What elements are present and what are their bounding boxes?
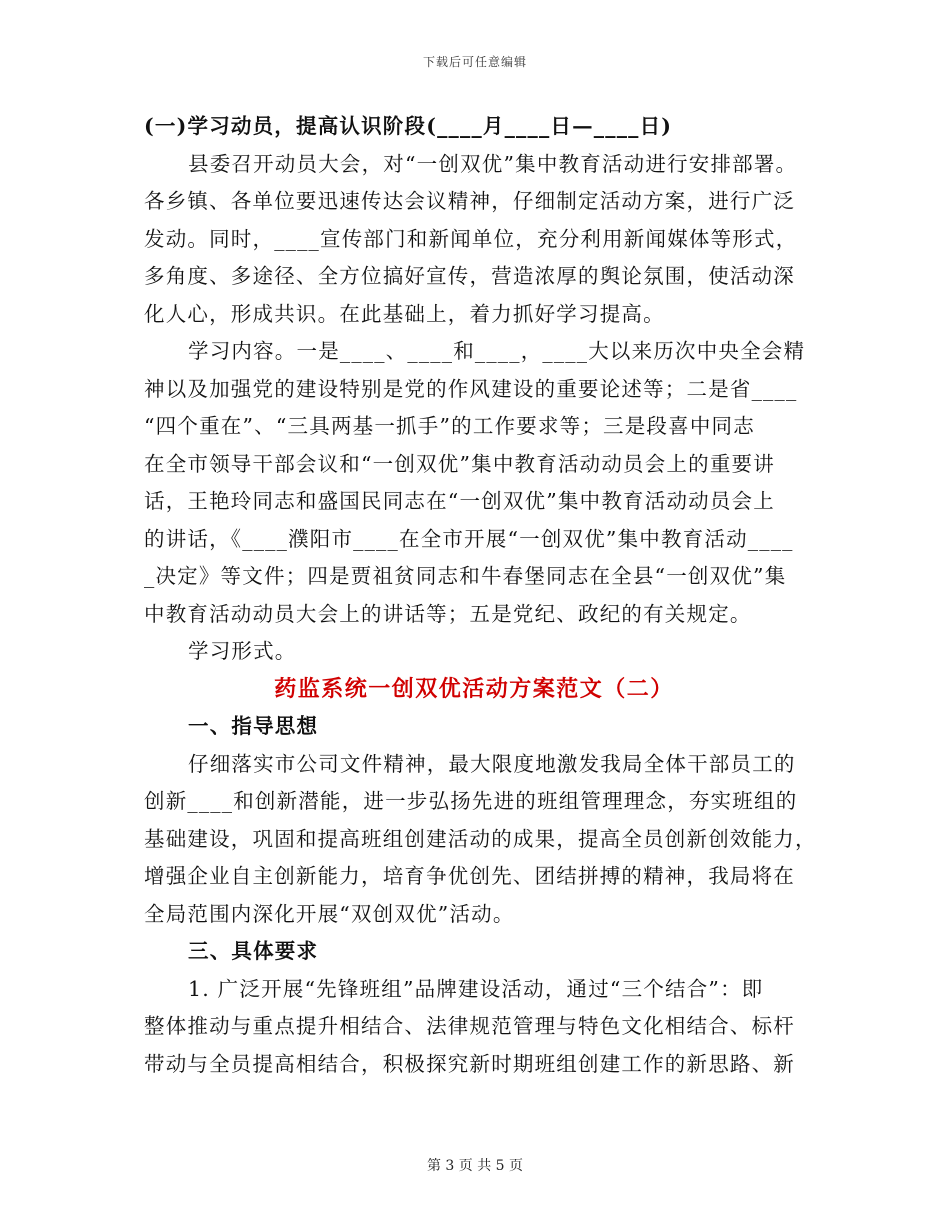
paragraph-line: 的讲话，《____濮阳市____在全市开展“一创双优”集中教育活动____ bbox=[144, 526, 794, 551]
paragraph-line: 多角度、多途径、全方位搞好宣传，营造浓厚的舆论氛围，使活动深 bbox=[144, 264, 795, 288]
document-body bbox=[144, 108, 817, 1083]
paragraph-line: 1. 广泛开展“先锋班组”品牌建设活动，通过“三个结合”：即 bbox=[188, 976, 764, 1001]
section-heading-requirements: 三、具体要求 bbox=[188, 939, 319, 963]
paragraph-line: 各乡镇、各单位要迅速传达会议精神，仔细制定活动方案，进行广泛 bbox=[144, 189, 795, 213]
paragraph-line: 全局范围内深化开展“双创双优”活动。 bbox=[144, 901, 515, 926]
paragraph-line: 神以及加强党的建设特别是党的作风建设的重要论述等；二是省____ bbox=[144, 376, 798, 401]
paragraph-line: 发动。同时，____宣传部门和新闻单位，充分利用新闻媒体等形式， bbox=[144, 226, 798, 251]
paragraph-line: 化人心，形成共识。在此基础上，着力抓好学习提高。 bbox=[144, 301, 665, 326]
paragraph-line: 创新____和创新潜能，进一步弘扬先进的班组管理理念，夯实班组的 bbox=[144, 789, 798, 813]
section-heading-guiding-ideology: 一、指导思想 bbox=[188, 714, 319, 738]
paragraph-line: 学习内容。一是____、____和____，____大以来历次中央全会精 bbox=[188, 339, 806, 363]
paragraph-line: 话，王艳玲同志和盛国民同志在“一创双优”集中教育活动动员会上 bbox=[144, 489, 775, 513]
paragraph-line: 基础建设，巩固和提高班组创建活动的成果，提高全员创新创效能力， bbox=[144, 826, 817, 851]
paragraph-line: 增强企业自主创新能力，培育争优创先、团结拼搏的精神，我局将在 bbox=[144, 864, 795, 888]
paragraph-line: 仔细落实市公司文件精神，最大限度地激发我局全体干部员工的 bbox=[188, 751, 796, 776]
document-title: 药监系统一创双优活动方案范文（二） bbox=[274, 675, 674, 702]
section-heading-mobilization: (一)学习动员，提高认识阶段(____月____日—____日) bbox=[144, 114, 673, 138]
paragraph-line: 在全市领导干部会议和“一创双优”集中教育活动动员会上的重要讲 bbox=[144, 451, 775, 476]
paragraph-line: 县委召开动员大会，对“一创双优”集中教育活动进行安排部署。 bbox=[188, 151, 798, 176]
paragraph-line: 整体推动与重点提升相结合、法律规范管理与特色文化相结合、标杆 bbox=[144, 1014, 795, 1038]
page-header-note: 下载后可任意编辑 bbox=[422, 55, 527, 69]
paragraph-line: 中教育活动动员大会上的讲话等；五是党纪、政纪的有关规定。 bbox=[144, 601, 752, 626]
paragraph-line: _决定》等文件；四是贾祖贫同志和牛春堡同志在全县“一创双优”集 bbox=[144, 564, 787, 588]
paragraph-line: 学习形式。 bbox=[188, 639, 297, 663]
paragraph-line: 带动与全员提高相结合，积极探究新时期班组创建工作的新思路、新 bbox=[144, 1051, 795, 1076]
paragraph-line: “四个重在”、“三具两基一抓手”的工作要求等；三是段喜中同志 bbox=[144, 414, 755, 438]
page-number: 第 3 页 共 5 页 bbox=[426, 1158, 524, 1174]
